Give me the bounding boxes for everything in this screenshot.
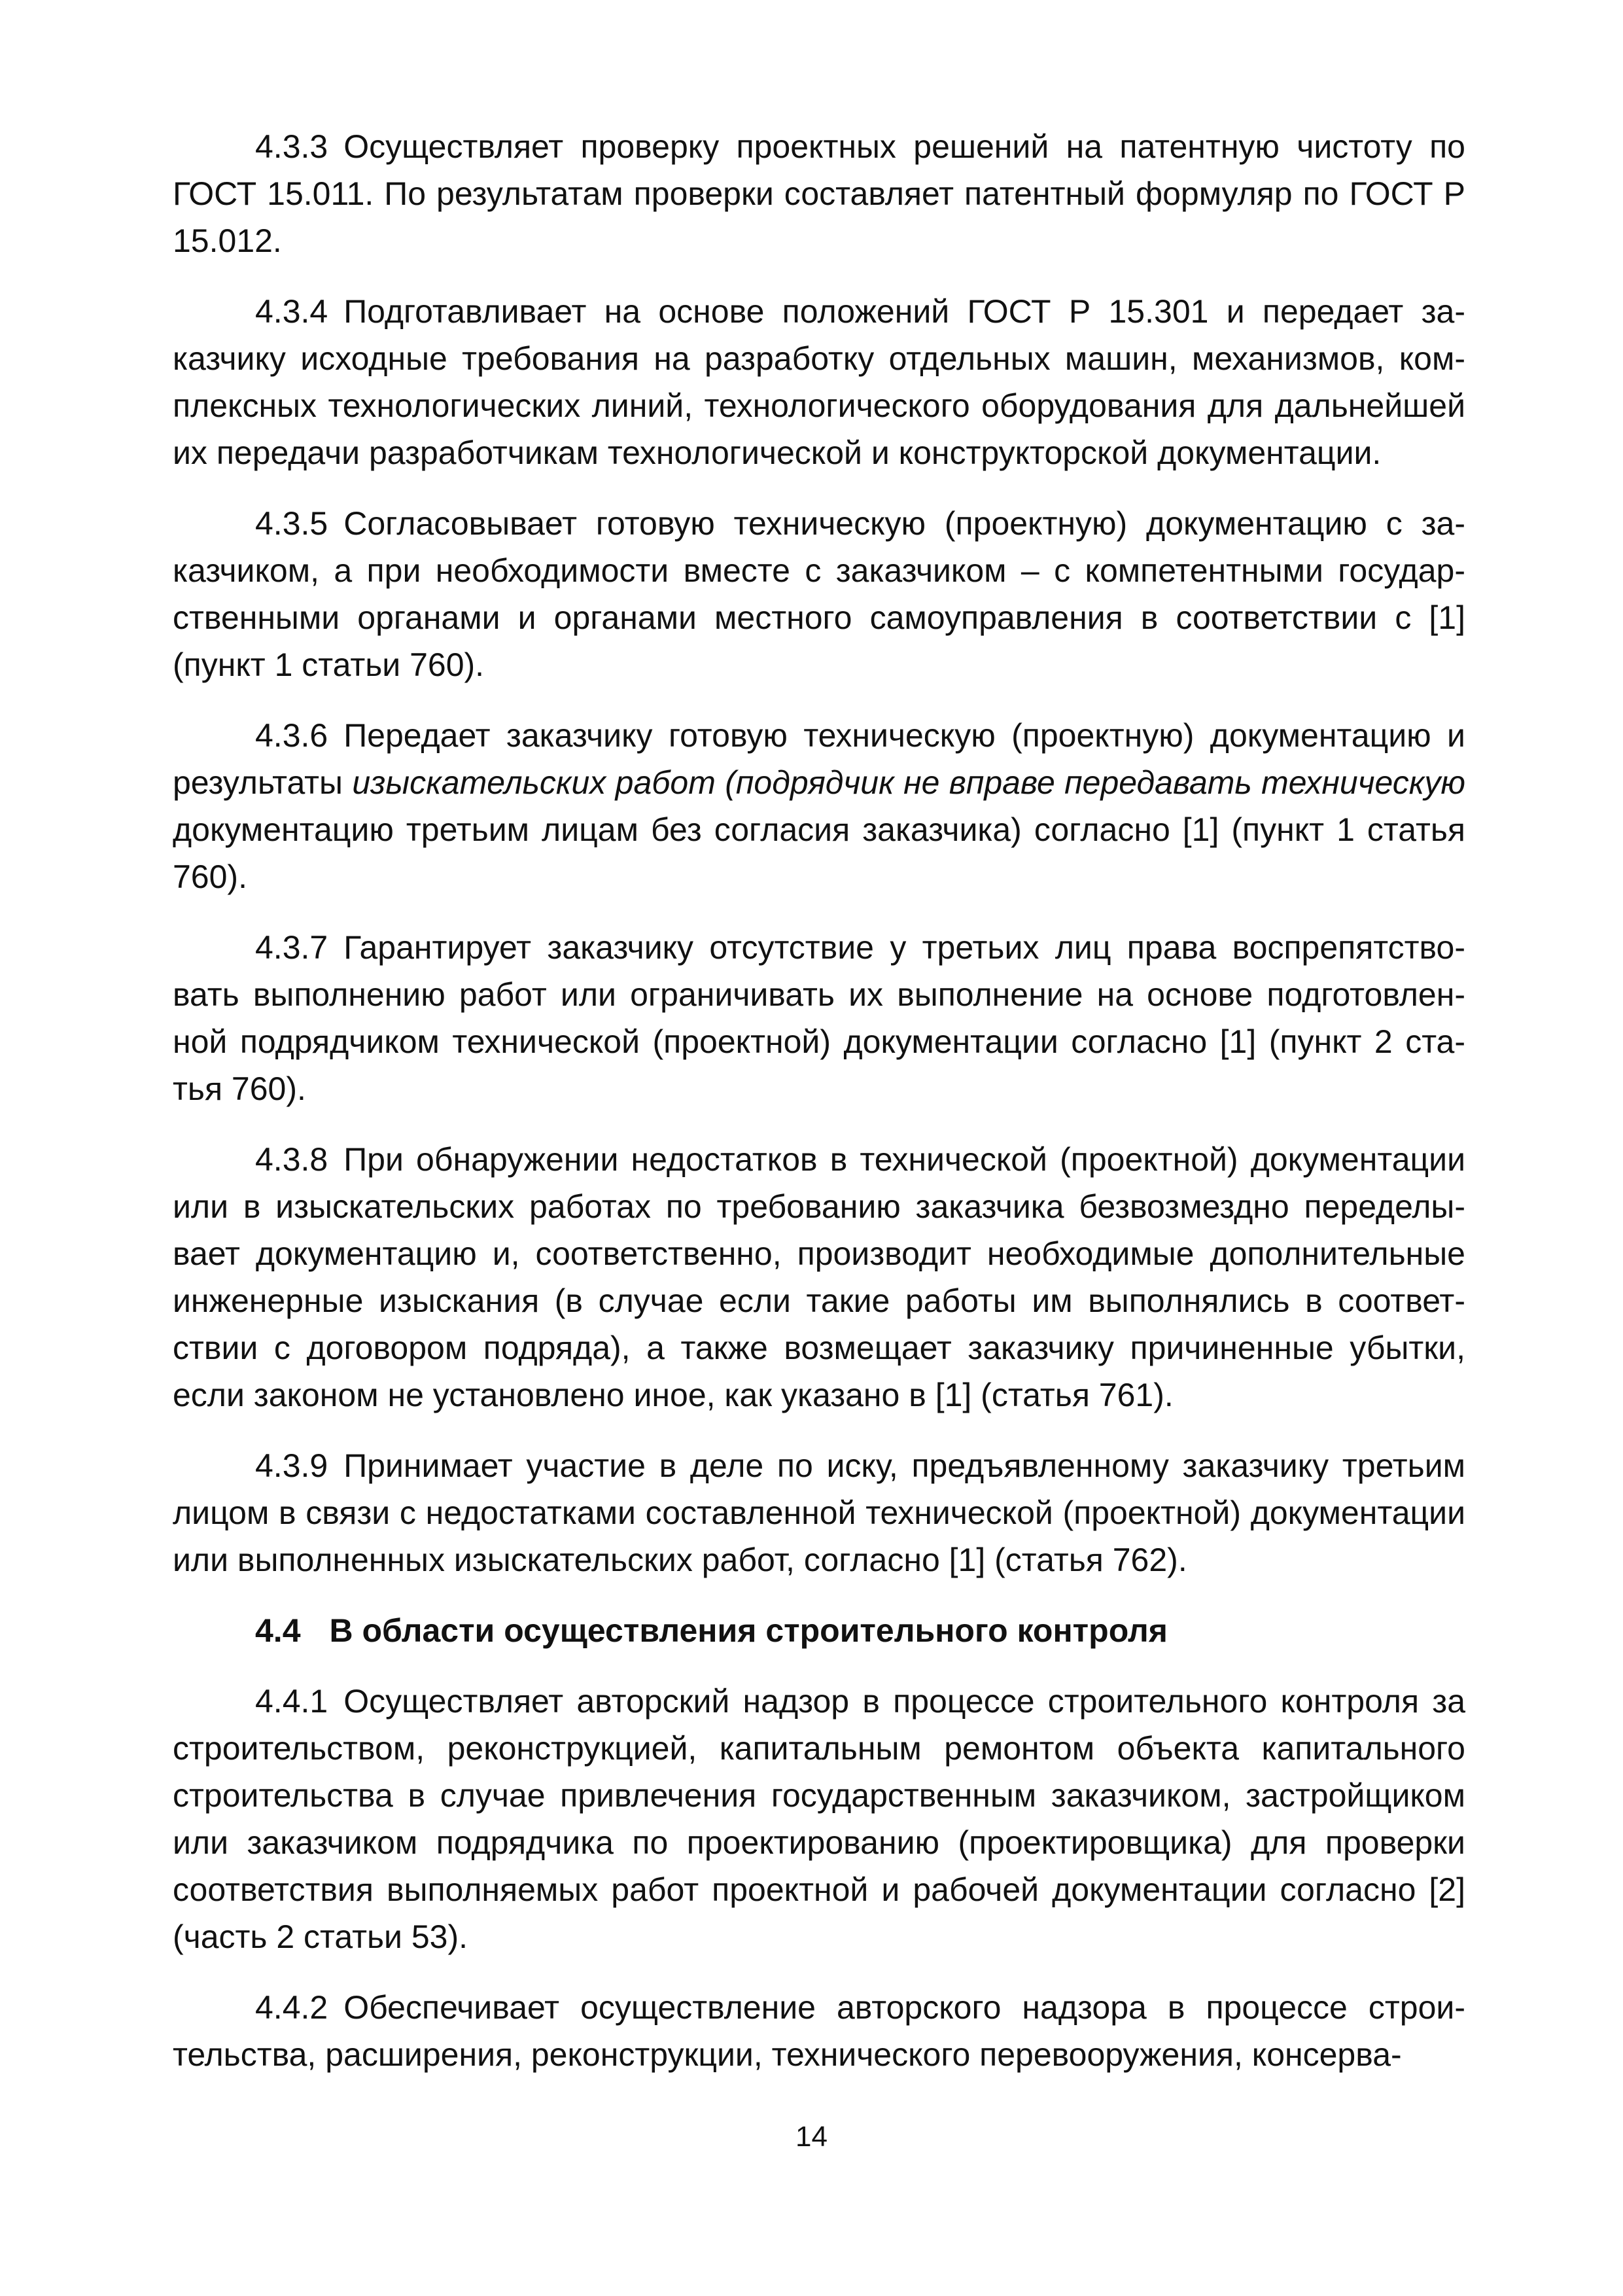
section-heading-4-4 [173,1607,1465,1654]
paragraph-4-3-7 [173,924,1465,1112]
paragraph-number: 4.3.7 [255,929,328,966]
paragraph-text: Согласовывает готовую техническую (проектную) документацию с заказчиком, а при необходимости вместе с заказчиком – с компетентными государственными органами и органами местного самоуправления в соответствии с [1] (пункт 1 статьи 760). [173,505,1465,683]
paragraph-number: 4.3.4 [255,293,328,330]
paragraph-text: Подготавливает на основе положений ГОСТ Р 15.301 и передает заказчику исходные требования на разработку отдельных машин, механизмов, комплексных технологических линий, технологического оборудования для дальнейшей их передачи разработчикам технологической и конструкторской документации. [173,293,1465,471]
paragraph-text: Гарантирует заказчику отсутствие у третьих лиц права воспрепятствовать выполнению работ или ограничивать их выполнение на основе подготовленной подрядчиком технической (проектной) документации согласно [1] (пункт 2 статья 760). [173,929,1465,1107]
paragraph-text: Обеспечивает осуществление авторского надзора в процессе строительства, расширения, реконструкции, технического перевооружения, консерва- [173,1989,1465,2073]
page-content [173,123,1465,2102]
paragraph-4-3-5 [173,500,1465,688]
page-number: 14 [795,2121,828,2153]
paragraph-text: Осуществляет авторский надзор в процессе строительного контроля за строительством, реконструкцией, капитальным ремонтом объекта капитального строительства в случае привлечения государственным заказчиком, застройщиком или заказчиком подрядчика по проектированию (проектировщика) для проверки соответствия выполняемых работ проектной и рабочей документации согласно [2] (часть 2 статьи 53). [173,1683,1465,1955]
paragraph-text-start: Передает заказчику готовую техническую (проектную) документацию и результаты [173,717,1465,801]
paragraph-text: Осуществляет проверку проектных решений на патентную чистоту по ГОСТ 15.011. По результатам проверки составляет патентный формуляр по ГОСТ Р 15.012. [173,128,1465,259]
paragraph-4-3-4 [173,288,1465,476]
paragraph-number: 4.4.1 [255,1683,328,1720]
paragraph-number: 4.3.9 [255,1447,328,1484]
paragraph-text-italic: изыскательских работ (подрядчик не вправе передавать техническую [352,764,1465,801]
section-number: 4.4 [255,1612,301,1649]
paragraph-number: 4.3.6 [255,717,328,754]
paragraph-number: 4.3.8 [255,1141,328,1178]
paragraph-4-3-6 [173,712,1465,900]
paragraph-4-4-1 [173,1678,1465,1960]
paragraph-number: 4.3.5 [255,505,328,542]
paragraph-text: При обнаружении недостатков в технической (проектной) документации или в изыскательских работах по требованию заказчика безвозмездно переделывает документацию и, соответственно, производит необходимые дополнительные инженерные изыскания (в случае если такие работы им выполнялись в соответствии с договором подряда), а также возмещает заказчику причиненные убытки, если законом не установлено иное, как указано в [1] (статья 761). [173,1141,1465,1413]
paragraph-4-4-2 [173,1984,1465,2078]
paragraph-4-3-9 [173,1442,1465,1583]
paragraph-number: 4.3.3 [255,128,328,165]
paragraph-4-3-8 [173,1136,1465,1419]
section-title: В области осуществления строительного контроля [329,1612,1168,1649]
paragraph-text: Принимает участие в деле по иску, предъявленному заказчику третьим лицом в связи с недостатками составленной технической (проектной) документации или выполненных изыскательских работ, согласно [1] (статья 762). [173,1447,1465,1578]
paragraph-text-end: документацию третьим лицам без согласия заказчика) согласно [1] (пункт 1 статья 760). [173,811,1465,895]
paragraph-4-3-3 [173,123,1465,264]
paragraph-number: 4.4.2 [255,1989,328,2026]
